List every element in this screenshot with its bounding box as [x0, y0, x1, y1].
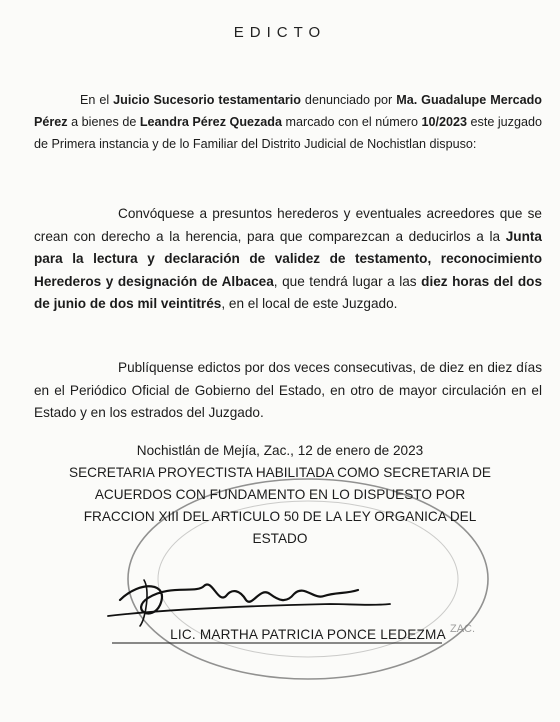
signer-title-line: FRACCION XIII DEL ARTICULO 50 DE LA LEY ORGANICA DEL: [83, 509, 477, 524]
seal-text: ZAC.: [450, 623, 476, 635]
place-date: Nochistlán de Mejía, Zac., 12 de enero de 2023: [136, 443, 424, 458]
case-number: 10/2023: [421, 115, 468, 129]
text: denunciado por: [300, 93, 397, 107]
claimant-name: Ma. Guadalupe Mercado Pérez: [34, 93, 542, 129]
document-title: EDICTO: [233, 24, 327, 41]
text: , que tendrá lugar a las: [273, 273, 422, 289]
signer-title-line: SECRETARIA PROYECTISTA HABILITADA COMO SECRETARIA DE: [69, 465, 491, 480]
case-type: Juicio Sucesorio testamentario: [113, 93, 301, 107]
text: a bienes de: [67, 115, 140, 129]
text: marcado con el número: [282, 115, 422, 129]
text: Publíquense edictos por dos veces consecutivas, de diez en diez días en el Periódico Oficial de Gobierno del Estado, en otro de mayor circulación en el Estado y en los estrados del Juzgado.: [34, 360, 542, 420]
text: Convóquese a presuntos herederos y eventuales acreedores que se crean con derecho a la herencia, para que comparezcan a deducirlos a la: [34, 206, 542, 244]
text: En el: [80, 93, 114, 107]
signer-title-line: ESTADO: [252, 531, 308, 546]
paragraph-case-intro: [34, 89, 542, 155]
deceased-name: Leandra Pérez Quezada: [139, 115, 283, 129]
signer-title-line: ACUERDOS CON FUNDAMENTO EN LO DISPUESTO POR: [94, 487, 466, 502]
closing-block: [40, 440, 520, 550]
text: , en el local de este Juzgado.: [221, 296, 398, 311]
signer-name: LIC. MARTHA PATRICIA PONCE LEDEZMA: [170, 627, 446, 642]
hearing-purpose: Junta para la lectura y declaración de validez de testamento, reconocimiento Herederos y designación de Albacea: [34, 228, 542, 289]
text: este juzgado de Primera instancia y de lo Familiar del Distrito Judicial de Nochistlan dispuso:: [34, 115, 542, 151]
paragraph-summons: [34, 203, 542, 316]
paragraph-publication: [34, 357, 542, 425]
hearing-datetime: diez horas del dos de junio de dos mil veintitrés: [34, 273, 543, 311]
signature-line: [112, 642, 442, 644]
